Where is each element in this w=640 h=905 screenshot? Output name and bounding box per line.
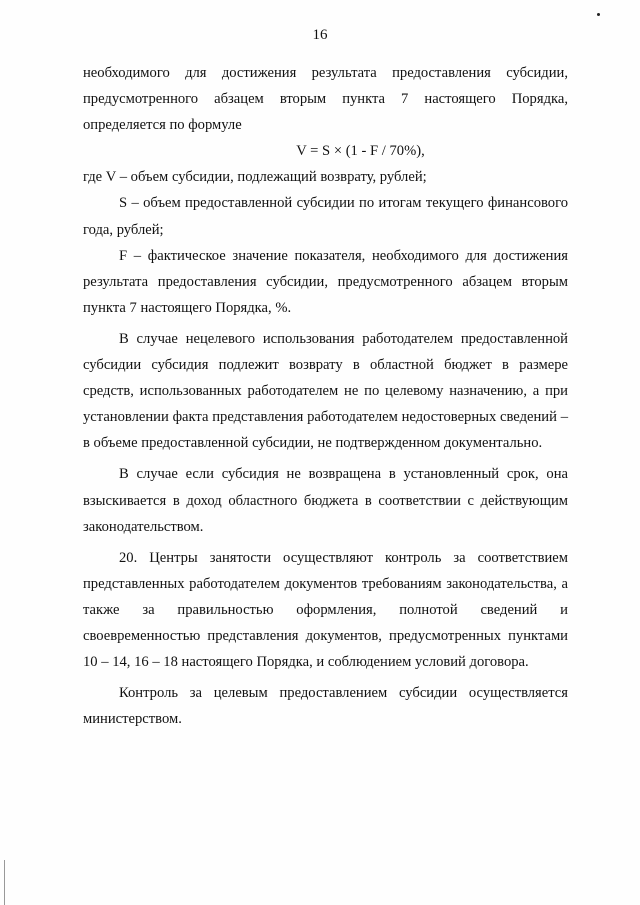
- paragraph-control-ministry: Контроль за целевым предоставлением субсидии осуществляется министерством.: [83, 685, 568, 728]
- paragraph-formula-intro: необходимого для достижения результата предоставления субсидии, предусмотренного абзацем вторым пункта 7 настоящего Порядка, определяется по формуле: [83, 65, 568, 134]
- scan-dot-mark: [597, 13, 600, 16]
- document-body: [83, 60, 568, 732]
- paragraph-section-20: 20. Центры занятости осуществляют контроль за соответствием представленных работодателем документов требованиям законодательства, а также за правильностью оформления, полнотой сведений и своевременностью представления документов, предусмотренных пунктами 10 – 14, 16 – 18 настоящего Порядка, и соблюдением условий договора.: [83, 549, 568, 671]
- formula: V = S × (1 - F / 70%),: [296, 143, 425, 160]
- paragraph-misuse-return: В случае нецелевого использования работодателем предоставленной субсидии субсидия подлежит возврату в областной бюджет в размере средств, использованных работодателем не по целевому назначению, а при установлении факта представления работодателем недостоверных сведений – в объеме предоставленной субсидии, не подтвержденном документально.: [83, 330, 568, 452]
- paragraph-recovery: В случае если субсидия не возвращена в установленный срок, она взыскивается в доход областного бюджета в соответствии с действующим законодательством.: [83, 466, 568, 535]
- page-number: 16: [312, 27, 328, 43]
- paragraph-f-definition: F – фактическое значение показателя, необходимого для достижения результата предоставления субсидии, предусмотренного абзацем вторым пункта 7 настоящего Порядка, %.: [83, 247, 568, 316]
- paragraph-s-definition: S – объем предоставленной субсидии по итогам текущего финансового года, рублей;: [83, 195, 568, 238]
- paragraph-v-definition: где V – объем субсидии, подлежащий возврату, рублей;: [83, 169, 427, 186]
- scan-edge-line: [4, 860, 5, 905]
